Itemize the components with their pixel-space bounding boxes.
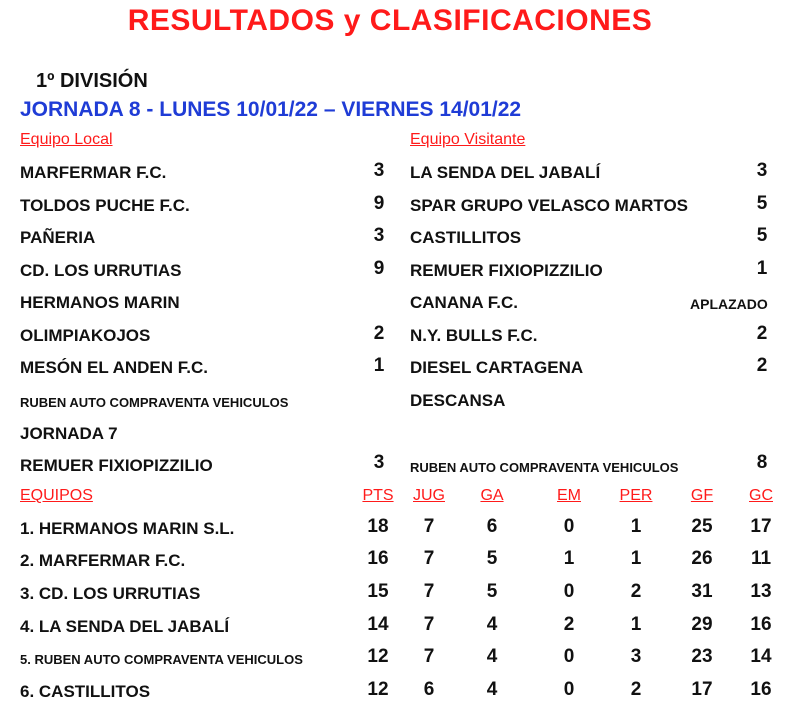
rest-team: RUBEN AUTO COMPRAVENTA VEHICULOS — [20, 395, 289, 410]
standings-gf: 31 — [691, 581, 713, 602]
standings-em: 2 — [563, 614, 575, 635]
standings-pts: 16 — [367, 548, 389, 569]
page-title: RESULTADOS y CLASIFICACIONES — [127, 4, 653, 37]
match-home-score: 9 — [373, 193, 385, 214]
standings-ga-header: GA — [480, 487, 504, 504]
standings-pts: 12 — [367, 646, 389, 667]
jornada7-away-team: RUBEN AUTO COMPRAVENTA VEHICULOS — [410, 460, 679, 475]
standings-jug: 7 — [423, 548, 435, 569]
standings-em: 0 — [563, 679, 575, 700]
match-away-team: LA SENDA DEL JABALÍ — [410, 163, 601, 182]
match-home-team: MESÓN EL ANDEN F.C. — [20, 358, 208, 377]
standings-jug: 7 — [423, 581, 435, 602]
match-away-team: DIESEL CARTAGENA — [410, 358, 584, 377]
standings-gc: 14 — [750, 646, 772, 667]
standings-ga: 4 — [486, 679, 498, 700]
standings-em-header: EM — [557, 487, 581, 504]
standings-em: 0 — [563, 516, 575, 537]
standings-gc-header: GC — [749, 487, 773, 504]
standings-ga: 4 — [486, 646, 498, 667]
standings-team: 4. LA SENDA DEL JABALÍ — [20, 617, 230, 636]
standings-per: 1 — [630, 516, 642, 537]
match-away-score: 2 — [756, 323, 768, 344]
match-home-team: PAÑERIA — [20, 228, 96, 247]
match-away-team: CASTILLITOS — [410, 228, 522, 247]
standings-per: 2 — [630, 581, 642, 602]
match-home-team: TOLDOS PUCHE F.C. — [20, 196, 190, 215]
standings-gc: 16 — [750, 679, 772, 700]
standings-em: 1 — [563, 548, 575, 569]
standings-em: 0 — [563, 646, 575, 667]
standings-em: 0 — [563, 581, 575, 602]
away-team-header: Equipo Visitante — [410, 131, 526, 148]
match-home-score: 1 — [373, 355, 385, 376]
match-away-score: 5 — [756, 193, 768, 214]
standings-jug: 7 — [423, 646, 435, 667]
standings-ga: 6 — [486, 516, 498, 537]
standings-jug-header: JUG — [413, 487, 445, 504]
standings-gf: 25 — [691, 516, 713, 537]
jornada-header: JORNADA 8 - LUNES 10/01/22 – VIERNES 14/01/22 — [20, 98, 522, 121]
standings-pts: 14 — [367, 614, 389, 635]
jornada7-label: JORNADA 7 — [20, 424, 118, 443]
standings-pts-header: PTS — [362, 487, 394, 504]
rest-label: DESCANSA — [410, 391, 506, 410]
standings-team: 1. HERMANOS MARIN S.L. — [20, 519, 235, 538]
standings-team: 3. CD. LOS URRUTIAS — [20, 584, 201, 603]
match-away-team: N.Y. BULLS F.C. — [410, 326, 538, 345]
standings-per-header: PER — [619, 487, 653, 504]
standings-gf-header: GF — [690, 487, 714, 504]
match-home-score: 9 — [373, 258, 385, 279]
standings-gc: 16 — [750, 614, 772, 635]
jornada7-home-team: REMUER FIXIOPIZZILIO — [20, 456, 213, 475]
standings-per: 1 — [630, 614, 642, 635]
match-home-team: HERMANOS MARIN — [20, 293, 180, 312]
standings-pts: 18 — [367, 516, 389, 537]
division-label: 1º DIVISIÓN — [36, 70, 148, 92]
standings-gc: 17 — [750, 516, 772, 537]
jornada7-home-score: 3 — [373, 452, 385, 473]
standings-pts: 15 — [367, 581, 389, 602]
standings-jug: 7 — [423, 614, 435, 635]
standings-per: 3 — [630, 646, 642, 667]
match-home-team: MARFERMAR F.C. — [20, 163, 167, 182]
standings-team: 2. MARFERMAR F.C. — [20, 551, 186, 570]
match-status-postponed: APLAZADO — [690, 296, 768, 312]
standings-ga: 4 — [486, 614, 498, 635]
standings-team-header: EQUIPOS — [20, 487, 93, 504]
match-home-team: OLIMPIAKOJOS — [20, 326, 151, 345]
match-home-team: CD. LOS URRUTIAS — [20, 261, 182, 280]
standings-jug: 7 — [423, 516, 435, 537]
match-away-score: 2 — [756, 355, 768, 376]
standings-per: 1 — [630, 548, 642, 569]
standings-gf: 29 — [691, 614, 713, 635]
standings-gc: 13 — [750, 581, 772, 602]
match-home-score: 2 — [373, 323, 385, 344]
standings-ga: 5 — [486, 548, 498, 569]
match-away-team: REMUER FIXIOPIZZILIO — [410, 261, 603, 280]
match-away-team: CANANA F.C. — [410, 293, 518, 312]
home-team-header: Equipo Local — [20, 131, 113, 148]
standings-team: 5. RUBEN AUTO COMPRAVENTA VEHICULOS — [20, 652, 303, 667]
standings-gc: 11 — [750, 548, 772, 569]
standings-per: 2 — [630, 679, 642, 700]
match-home-score: 3 — [373, 160, 385, 181]
standings-pts: 12 — [367, 679, 389, 700]
match-away-score: 1 — [756, 258, 768, 279]
match-home-score: 3 — [373, 225, 385, 246]
standings-team: 6. CASTILLITOS — [20, 682, 151, 701]
standings-gf: 23 — [691, 646, 713, 667]
standings-gf: 17 — [691, 679, 713, 700]
standings-jug: 6 — [423, 679, 435, 700]
match-away-team: SPAR GRUPO VELASCO MARTOS — [410, 196, 689, 215]
match-away-score: 3 — [756, 160, 768, 181]
standings-gf: 26 — [691, 548, 713, 569]
match-away-score: 5 — [756, 225, 768, 246]
standings-ga: 5 — [486, 581, 498, 602]
jornada7-away-score: 8 — [756, 452, 768, 473]
